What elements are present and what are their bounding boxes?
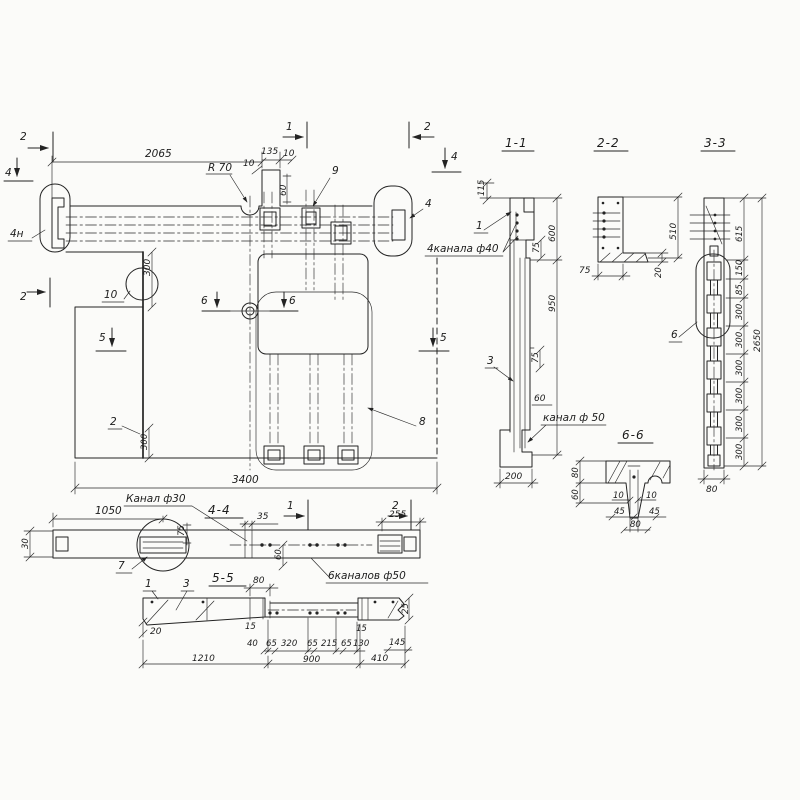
dim-300-6: 300 xyxy=(735,443,745,460)
section-1-1-title: 1-1 xyxy=(505,136,528,150)
channels40-label: 4канала ф40 xyxy=(427,243,499,255)
dim-200: 200 xyxy=(505,472,523,482)
dim-tab-offset-right: 10 xyxy=(283,149,295,159)
cut-1-bottom: 1 xyxy=(287,500,294,512)
dim-row-65c: 65 xyxy=(341,639,352,649)
dim-115: 115 xyxy=(477,179,487,196)
cut-2-bottom: 2 xyxy=(392,500,399,512)
pos-3-55: 3 xyxy=(183,578,190,590)
dim-row-40: 40 xyxy=(247,639,258,649)
dim-615: 615 xyxy=(735,225,745,242)
dim-80-side: 80 xyxy=(571,467,581,478)
dim-510: 510 xyxy=(669,222,679,240)
detail-6-6-title: 6-6 xyxy=(622,428,645,442)
dim-top-width: 2065 xyxy=(145,148,172,160)
section-3-3 xyxy=(669,136,766,495)
dim-tab-offset-left: 10 xyxy=(243,159,255,169)
dim-20-22: 20 xyxy=(654,267,664,278)
dim-35: 35 xyxy=(257,512,269,522)
dim-300-3: 300 xyxy=(735,359,745,376)
dim-1210: 1210 xyxy=(192,654,215,664)
channels50-label: 6каналов ф50 xyxy=(328,570,406,582)
view-5-5-title: 5-5 xyxy=(212,571,235,585)
dim-145: 145 xyxy=(389,638,406,648)
dim-45-left: 45 xyxy=(614,507,625,517)
dim-80-33: 80 xyxy=(706,485,718,495)
dim-15-left: 15 xyxy=(245,622,256,632)
pos-9: 9 xyxy=(332,165,339,177)
dim-75-upper: 75 xyxy=(532,242,542,253)
dim-row-215: 215 xyxy=(321,639,338,649)
dim-row-130: 130 xyxy=(353,639,370,649)
dim-60-66: 60 xyxy=(571,489,581,500)
section-2-2-title: 2-2 xyxy=(597,136,620,150)
detail-capsule-6 xyxy=(696,254,730,338)
section-3-3-title: 3-3 xyxy=(704,136,727,150)
dim-60-44: 60 xyxy=(274,549,284,560)
section-1-1 xyxy=(425,136,606,488)
pos-8: 8 xyxy=(419,416,426,428)
dim-300-2: 300 xyxy=(735,331,745,348)
right-loop xyxy=(374,186,412,256)
pos-4: 4 xyxy=(425,198,432,210)
dim-1050: 1050 xyxy=(95,505,122,517)
pos-6: 6 xyxy=(671,329,678,341)
section-2-2 xyxy=(579,136,682,280)
dim-overall-width: 3400 xyxy=(232,474,259,486)
dim-410: 410 xyxy=(371,654,389,664)
dim-900: 900 xyxy=(303,655,321,665)
detail-circle-10 xyxy=(126,268,158,300)
cut-6-right: 6 xyxy=(289,295,296,307)
cut-6-left: 6 xyxy=(201,295,208,307)
dim-45-right: 45 xyxy=(649,507,660,517)
plan-view xyxy=(4,121,461,494)
radius-label: R 70 xyxy=(208,162,232,174)
dim-30: 30 xyxy=(21,538,31,549)
dim-25: 25 xyxy=(401,603,411,614)
cut-1-top: 1 xyxy=(286,121,293,133)
dim-300-1: 300 xyxy=(735,303,745,320)
dim-60-11: 60 xyxy=(534,394,546,404)
detail-6-6 xyxy=(571,428,670,533)
view-4-4-title: 4-4 xyxy=(208,503,231,517)
pos-10: 10 xyxy=(104,289,118,301)
loop-mark-label: 4н xyxy=(10,228,24,240)
cut-2-bottom-left: 2 xyxy=(20,291,27,303)
dim-255: 255 xyxy=(389,510,407,520)
cut-5-left: 5 xyxy=(99,332,106,344)
pos-7: 7 xyxy=(118,560,125,572)
cut-2-top-left: 2 xyxy=(20,131,27,143)
dim-80-bottom: 80 xyxy=(630,520,641,530)
channel50-label: канал ф 50 xyxy=(543,412,605,424)
cut-4-left: 4 xyxy=(5,167,12,179)
dim-150: 150 xyxy=(735,259,745,276)
dim-2650: 2650 xyxy=(753,329,763,352)
dim-row-320: 320 xyxy=(281,639,298,649)
dim-600: 600 xyxy=(548,224,558,242)
dim-75-44: 75 xyxy=(177,525,187,536)
pos-1-55: 1 xyxy=(145,578,152,590)
cut-2-top-right: 2 xyxy=(424,121,431,133)
dim-10-right: 10 xyxy=(646,491,657,501)
cut-5-right: 5 xyxy=(440,332,447,344)
dim-top-80: 80 xyxy=(253,576,265,586)
view-4-4 xyxy=(21,493,428,583)
pos-2: 2 xyxy=(110,416,117,428)
view-5-5 xyxy=(139,571,413,668)
cut-4-right: 4 xyxy=(451,151,458,163)
dim-75-lower: 75 xyxy=(531,352,541,363)
dim-950: 950 xyxy=(548,294,558,312)
dim-row-65b: 65 xyxy=(307,639,318,649)
dim-10-left: 10 xyxy=(613,491,624,501)
pos-3-11: 3 xyxy=(487,355,494,367)
dim-15-right: 15 xyxy=(356,624,367,634)
channel30-label: Канал ф30 xyxy=(126,493,186,505)
pos-1-11: 1 xyxy=(476,220,483,232)
dim-85: 85 xyxy=(735,284,745,295)
dim-75-22: 75 xyxy=(579,266,591,276)
dim-20: 20 xyxy=(150,627,162,637)
dim-row-65a: 65 xyxy=(266,639,277,649)
dim-300-4: 300 xyxy=(735,387,745,404)
left-loop xyxy=(40,184,70,252)
dim-300-5: 300 xyxy=(735,415,745,432)
dim-bottom-step: 300 xyxy=(140,433,150,450)
dim-tab: 135 xyxy=(261,147,279,157)
dim-tab-height: 60 xyxy=(279,184,289,196)
dim-step: 300 xyxy=(143,258,153,276)
